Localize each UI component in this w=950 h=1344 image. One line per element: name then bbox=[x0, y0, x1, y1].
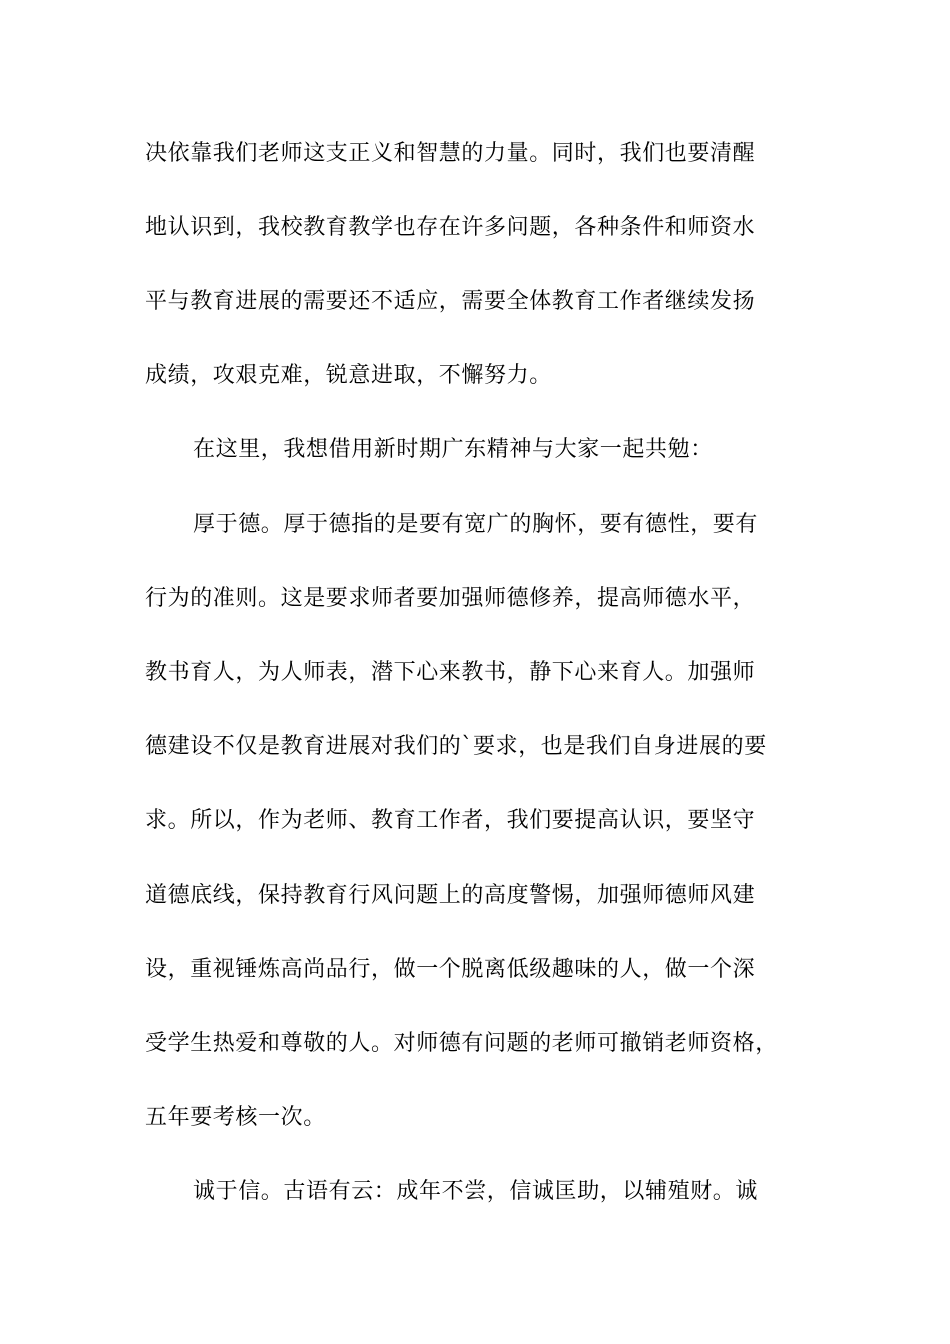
paragraph-line: 德建设不仅是教育进展对我们的`要求，也是我们自身进展的要 bbox=[145, 734, 767, 759]
paragraph-line: 求。所以，作为老师、教育工作者，我们要提高认识，要坚守 bbox=[145, 808, 756, 833]
paragraph-line: 决依靠我们老师这支正义和智慧的力量。同时，我们也要清醒 bbox=[145, 141, 756, 166]
paragraph-line: 诚于信。古语有云：成年不尝，信诚匡助，以辅殖财。诚 bbox=[193, 1179, 759, 1204]
paragraph-line: 地认识到，我校教育教学也存在许多问题，各种条件和师资水 bbox=[145, 215, 756, 240]
paragraph-line: 五年要考核一次。 bbox=[145, 1105, 326, 1130]
paragraph-line: 教书育人，为人师表，潜下心来教书，静下心来育人。加强师 bbox=[145, 660, 756, 685]
paragraph-line: 在这里，我想借用新时期广东精神与大家一起共勉： bbox=[193, 437, 713, 462]
paragraph-line: 道德底线，保持教育行风问题上的高度警惕，加强师德师风建 bbox=[145, 883, 756, 908]
paragraph-line: 行为的准则。这是要求师者要加强师德修养，提高师德水平， bbox=[145, 586, 756, 611]
paragraph-line: 设，重视锤炼高尚品行，做一个脱离低级趣味的人，做一个深 bbox=[145, 957, 756, 982]
paragraph-line: 厚于德。厚于德指的是要有宽广的胸怀，要有德性，要有 bbox=[193, 512, 759, 537]
paragraph-line: 平与教育进展的需要还不适应，需要全体教育工作者继续发扬 bbox=[145, 289, 756, 314]
paragraph-line: 受学生热爱和尊敬的人。对师德有问题的老师可撤销老师资格， bbox=[145, 1031, 778, 1056]
paragraph-line: 成绩，攻艰克难，锐意进取，不懈努力。 bbox=[145, 363, 552, 388]
